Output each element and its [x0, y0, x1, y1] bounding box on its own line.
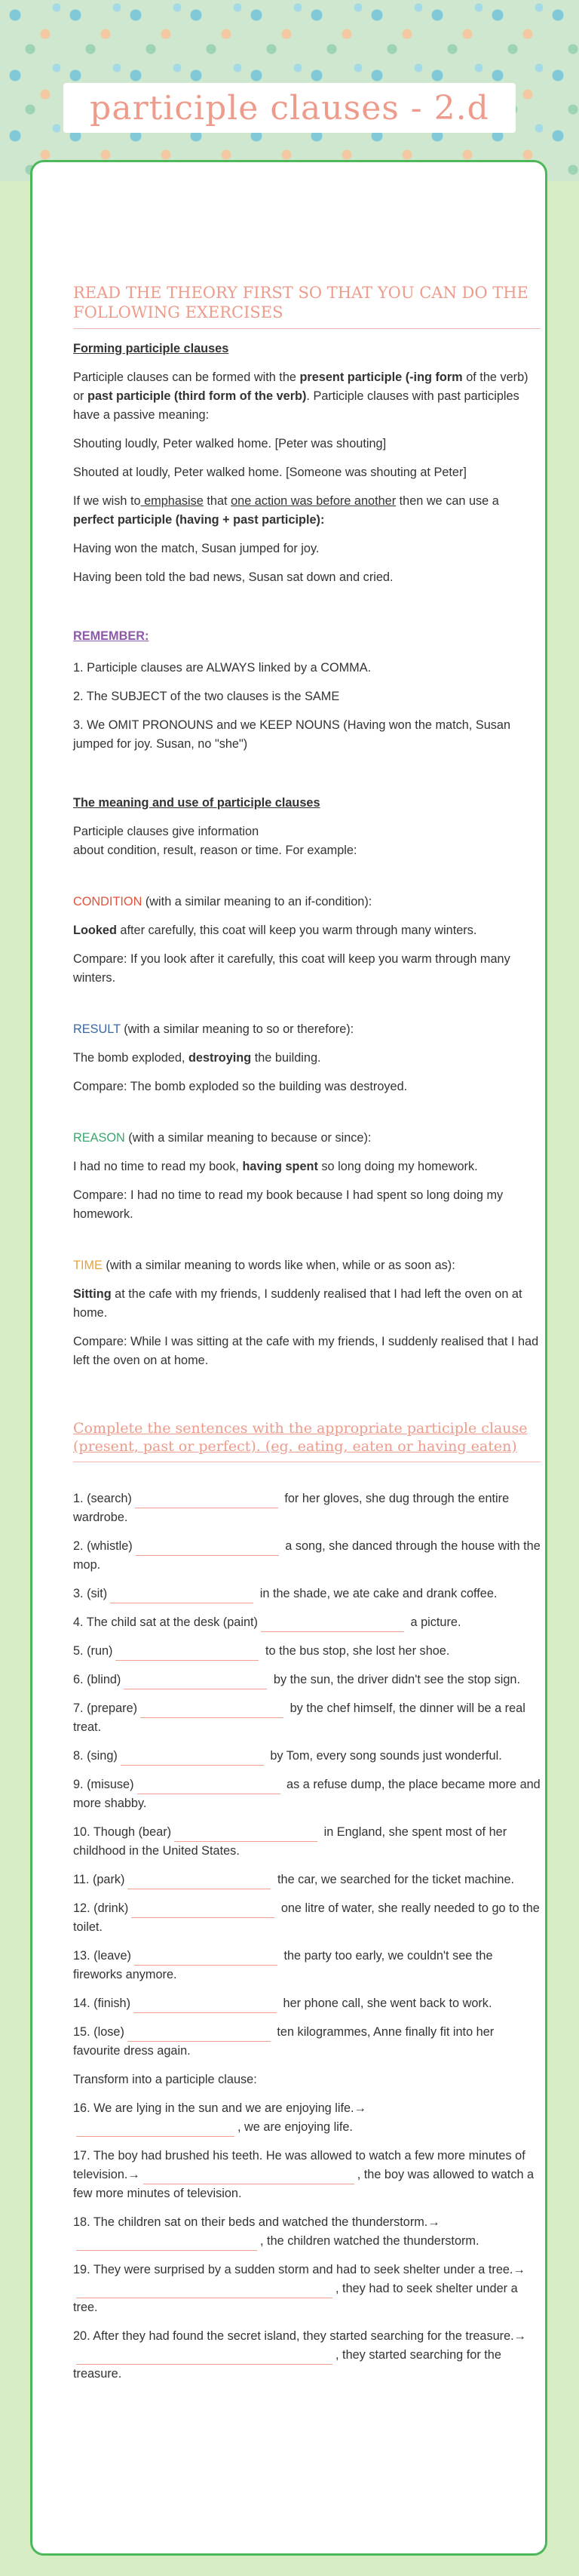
worksheet-card	[30, 160, 547, 2556]
exercise-instruction: Complete the sentences with the appropriate participle clause (present, past or perfect). (eg. eating, eaten or having eaten)	[73, 1419, 541, 1462]
exercise-item: 12. (drink) one litre of water, she really needed to go to the toilet.	[73, 1901, 540, 1934]
answer-blank[interactable]	[261, 1618, 404, 1632]
exercise-item: 13. (leave) the party too early, we couldn't see the fireworks anymore.	[73, 1949, 493, 1981]
answer-blank-17[interactable]	[143, 2170, 354, 2184]
exercise-items	[73, 1489, 541, 2061]
transform-item-19: 19. They were surprised by a sudden storm and had to seek shelter under a tree.→, they had to seek shelter under a tree.	[73, 2263, 525, 2314]
forming-paragraph: Participle clauses can be formed with the present participle (-ing form of the verb) or past participle (third form of the verb). Participle clauses with past participles have a passive meaning:	[73, 370, 528, 422]
remember-rule-2: 2. The SUBJECT of the two clauses is the SAME	[73, 690, 340, 703]
answer-blank[interactable]	[121, 1751, 264, 1766]
remember-rule-1: 1. Participle clauses are ALWAYS linked by a COMMA.	[73, 661, 372, 675]
answer-blank[interactable]	[133, 1999, 277, 2013]
title-box	[63, 83, 516, 133]
exercise-item: 4. The child sat at the desk (paint) a picture.	[73, 1613, 541, 1632]
answer-blank[interactable]	[124, 1675, 267, 1689]
exercise-item: 5. (run) to the bus stop, she lost her shoe.	[73, 1642, 541, 1661]
meaning-intro: Participle clauses give information about condition, result, reason or time. For example:	[73, 825, 357, 857]
condition-example: Looked after carefully, this coat will keep you warm through many winters.	[73, 924, 477, 937]
answer-blank[interactable]	[131, 1904, 274, 1918]
exercise-item: 3. (sit) in the shade, we ate cake and drank coffee.	[73, 1585, 541, 1603]
exercise-item: 7. (prepare) by the chef himself, the dinner will be a real treat.	[73, 1701, 525, 1734]
transform-item-20: 20. After they had found the secret island, they started searching for the treasure.→, they started searching for the treasure.	[73, 2329, 526, 2381]
theory-heading: READ THE THEORY FIRST SO THAT YOU CAN DO THE FOLLOWING EXERCISES	[73, 283, 541, 329]
result-heading: RESULT (with a similar meaning to so or therefore):	[73, 1022, 354, 1036]
example-1: Shouting loudly, Peter walked home. [Peter was shouting]	[73, 437, 387, 450]
example-4: Having been told the bad news, Susan sat down and cried.	[73, 570, 394, 584]
condition-compare: Compare: If you look after it carefully, this coat will keep you warm through many winters.	[73, 952, 510, 985]
exercise-item: 9. (misuse) as a refuse dump, the place became more and more shabby.	[73, 1778, 541, 1810]
exercise-item: 2. (whistle) a song, she danced through the house with the mop.	[73, 1539, 541, 1572]
time-compare: Compare: While I was sitting at the cafe with my friends, I suddenly realised that I had left the oven on at home.	[73, 1335, 539, 1367]
reason-example: I had no time to read my book, having spent so long doing my homework.	[73, 1160, 478, 1173]
condition-heading: CONDITION (with a similar meaning to an if-condition):	[73, 895, 372, 908]
answer-blank[interactable]	[110, 1589, 253, 1603]
exercise-item: 8. (sing) by Tom, every song sounds just wonderful.	[73, 1747, 541, 1766]
answer-blank[interactable]	[127, 1875, 271, 1889]
answer-blank-19[interactable]	[76, 2284, 332, 2298]
transform-item-16: 16. We are lying in the sun and we are enjoying life.→ , we are enjoying life.	[73, 2099, 541, 2137]
answer-blank-20[interactable]	[76, 2350, 332, 2365]
time-heading: TIME (with a similar meaning to words like when, while or as soon as):	[73, 1259, 455, 1272]
answer-blank[interactable]	[135, 1494, 278, 1508]
remember-heading: REMEMBER:	[73, 629, 149, 643]
answer-blank[interactable]	[174, 1827, 317, 1842]
meaning-heading: The meaning and use of participle clauses	[73, 796, 320, 810]
result-compare: Compare: The bomb exploded so the building was destroyed.	[73, 1080, 408, 1093]
answer-blank[interactable]	[134, 1951, 277, 1966]
answer-blank-16[interactable]	[76, 2123, 234, 2137]
transform-heading: Transform into a participle clause:	[73, 2073, 257, 2086]
perfect-participle-paragraph: If we wish to emphasise that one action was before another then we can use a perfect participle (having + past participle):	[73, 494, 499, 527]
exercise-item: 15. (lose) ten kilogrammes, Anne finally fit into her favourite dress again.	[73, 2025, 495, 2058]
example-2: Shouted at loudly, Peter walked home. [Someone was shouting at Peter]	[73, 466, 467, 479]
answer-blank[interactable]	[137, 1780, 280, 1794]
transform-item-17: 17. The boy had brushed his teeth. He was allowed to watch a few more minutes of television.→ , the boy was allowed to watch a few more minutes of television.	[73, 2149, 535, 2200]
result-example: The bomb exploded, destroying the building.	[73, 1051, 321, 1065]
reason-compare: Compare: I had no time to read my book because I had spent so long doing my homework.	[73, 1188, 504, 1221]
example-3: Having won the match, Susan jumped for joy.	[73, 542, 320, 555]
time-example: Sitting at the cafe with my friends, I suddenly realised that I had left the oven on at home.	[73, 1287, 522, 1320]
exercise-item: 10. Though (bear) in England, she spent most of her childhood in the United States.	[73, 1825, 507, 1858]
exercise-item: 11. (park) the car, we searched for the ticket machine.	[73, 1871, 541, 1889]
reason-heading: REASON (with a similar meaning to because or since):	[73, 1131, 372, 1145]
exercise-item: 1. (search) for her gloves, she dug through the entire wardrobe.	[73, 1492, 510, 1524]
answer-blank[interactable]	[136, 1542, 279, 1556]
page-title: participle clauses - 2.d	[90, 88, 489, 128]
answer-blank[interactable]	[140, 1704, 283, 1718]
answer-blank-18[interactable]	[76, 2236, 257, 2251]
answer-blank[interactable]	[127, 2027, 271, 2042]
remember-rule-3: 3. We OMIT PRONOUNS and we KEEP NOUNS (Having won the match, Susan jumped for joy. Susan, no "she")	[73, 718, 511, 751]
worksheet-content	[73, 283, 541, 2393]
exercise-item: 6. (blind) by the sun, the driver didn't see the stop sign.	[73, 1671, 541, 1689]
exercise-item: 14. (finish) her phone call, she went back to work.	[73, 1994, 541, 2013]
answer-blank[interactable]	[115, 1646, 259, 1661]
transform-item-18: 18. The children sat on their beds and watched the thunderstorm.→ , the children watched the thunderstorm.	[73, 2213, 541, 2251]
forming-heading: Forming participle clauses	[73, 342, 229, 355]
